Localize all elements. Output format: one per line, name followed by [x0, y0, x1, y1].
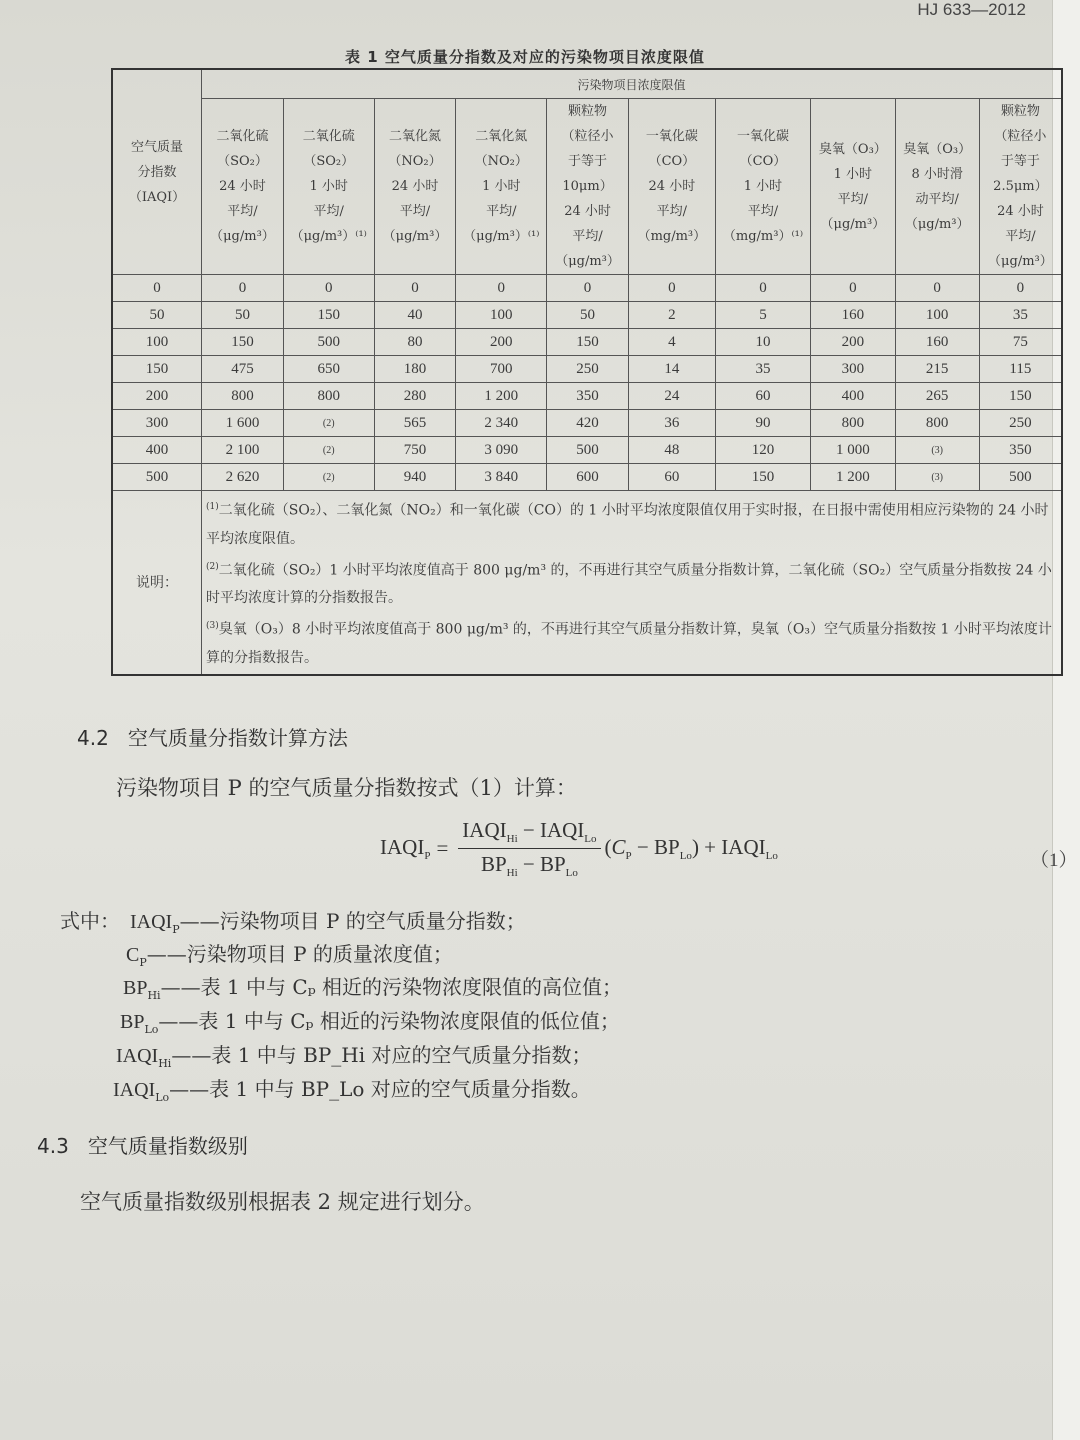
- column-header-line: （μg/m³）: [210, 229, 275, 244]
- column-header-line: 平均/: [399, 204, 431, 219]
- table-row: [112, 302, 1062, 329]
- definition-symbol-sub: Hi: [158, 1057, 172, 1070]
- iaqi-value-cell: 0: [112, 275, 202, 302]
- limit-value-cell: 0: [629, 275, 716, 302]
- definition-symbol: IAQI: [116, 1045, 159, 1067]
- where-label: 式中：: [60, 909, 120, 933]
- iaqi-formula: $IAQI_P$ = $\frac{IAQI_{Hi} - IAQI_{Lo}}{BP_{Hi} - BP_{Lo}}$ $(C_P - BP_{Lo})$ + $IAQI_{Lo}$: [380, 818, 778, 880]
- limit-value-cell: 0: [979, 275, 1062, 302]
- formula-tail: $(C_P - BP_{Lo})$ + $IAQI_{Lo}$: [604, 835, 778, 863]
- column-header: [979, 99, 1062, 275]
- column-header-line: 平均/: [656, 204, 688, 219]
- limit-value-cell: 48: [629, 437, 716, 464]
- row-header-cell: [112, 69, 202, 275]
- limit-value-cell: 600: [547, 464, 629, 491]
- limit-value-cell: 36: [629, 410, 716, 437]
- iaqi-value-cell: 150: [112, 356, 202, 383]
- column-header: [547, 99, 629, 275]
- note-item: [206, 493, 1057, 553]
- limit-value-cell: 14: [629, 356, 716, 383]
- limit-value-cell: (3): [895, 437, 979, 464]
- column-header-line: 1 小时: [743, 179, 783, 194]
- column-header-line: （μg/m³）: [988, 254, 1053, 269]
- limit-value-cell: 800: [811, 410, 895, 437]
- limit-value-cell: 1 200: [811, 464, 895, 491]
- definition-item: [120, 1005, 620, 1036]
- column-header: [715, 99, 810, 275]
- limit-value-cell: 160: [895, 329, 979, 356]
- column-header-line: （μg/m³）: [382, 229, 448, 244]
- section-title: 空气质量指数级别: [87, 1134, 248, 1158]
- column-header-line: 动平均/: [915, 191, 959, 207]
- limit-value-cell: 1 000: [811, 437, 895, 464]
- table-caption: 表 1 空气质量分指数及对应的污染物项目浓度限值: [345, 48, 705, 66]
- definition-text: ——表 1 中与 Cₚ 相近的污染物浓度限值的高位值；: [160, 975, 623, 999]
- limit-value-cell: 180: [374, 356, 456, 383]
- aqi-limits-table: [111, 68, 1063, 676]
- limit-value-cell: 120: [715, 437, 810, 464]
- definition-symbol-sub: P: [139, 956, 147, 969]
- limit-value-cell: 80: [374, 329, 456, 356]
- column-header-line: 24 小时: [648, 179, 696, 194]
- definition-symbol: IAQI: [113, 1079, 156, 1101]
- note-item: [206, 553, 1057, 613]
- group-header: 污染物项目浓度限值: [202, 69, 1063, 99]
- limit-value-cell: 700: [456, 356, 547, 383]
- column-header-line: （SO₂）: [217, 154, 268, 169]
- limit-value-cell: 565: [374, 410, 456, 437]
- column-header-line: （SO₂）: [303, 154, 355, 169]
- limit-value-cell: 2: [629, 302, 716, 329]
- limit-value-cell: 350: [547, 383, 629, 410]
- limit-value-cell: 35: [715, 356, 810, 383]
- limit-value-cell: 300: [811, 356, 895, 383]
- formula-fraction: $\frac{IAQI_{Hi} - IAQI_{Lo}}{BP_{Hi} - BP_{Lo}}$: [458, 818, 600, 879]
- table-row: [112, 410, 1062, 437]
- column-header-line: 1 小时: [482, 179, 521, 194]
- limit-value-cell: 1 600: [202, 410, 284, 437]
- limit-value-cell: 1 200: [456, 383, 547, 410]
- limit-value-cell: 24: [629, 383, 716, 410]
- column-header-line: （粒径小: [994, 129, 1047, 144]
- definition-symbol: BP: [120, 1011, 145, 1033]
- limit-value-cell: 800: [283, 383, 374, 410]
- iaqi-value-cell: 500: [112, 464, 202, 491]
- note-text: 二氧化硫（SO₂）1 小时平均浓度值高于 800 μg/m³ 的，不再进行其空气质量分指数计算，二氧化硫（SO₂）空气质量分指数按 24 小时平均浓度计算的分指数报告。: [206, 562, 1052, 607]
- column-header-line: 于等于: [568, 154, 608, 169]
- limit-value-cell: 90: [715, 410, 810, 437]
- row-header-line: 空气质量: [130, 139, 183, 155]
- column-header-line: （μg/m³）⁽¹⁾: [463, 229, 540, 244]
- limit-value-cell: 475: [202, 356, 284, 383]
- limit-value-cell: 50: [202, 302, 284, 329]
- limit-value-cell: 3 090: [456, 437, 547, 464]
- limit-value-cell: (3): [895, 464, 979, 491]
- column-header-line: 平均/: [1005, 229, 1036, 244]
- limit-value-cell: 750: [374, 437, 456, 464]
- definition-symbol-sub: P: [172, 923, 180, 936]
- iaqi-value-cell: 100: [112, 329, 202, 356]
- row-header-text: [113, 135, 201, 210]
- formula-lhs: $IAQI_P$: [380, 835, 431, 863]
- column-header: [895, 99, 979, 275]
- definition-item: [126, 938, 453, 969]
- column-header-line: 24 小时: [391, 179, 439, 194]
- column-header-line: 二氧化硫: [216, 129, 269, 144]
- limit-value-cell: 50: [547, 302, 629, 329]
- column-header-line: 平均/: [572, 229, 603, 244]
- limit-value-cell: 800: [895, 410, 979, 437]
- limit-value-cell: 200: [811, 329, 895, 356]
- row-header-line: 分指数: [137, 164, 177, 180]
- column-header-line: 24 小时: [219, 179, 266, 194]
- limit-value-cell: 0: [895, 275, 979, 302]
- section-4-3-heading: [37, 1130, 248, 1159]
- column-header: [629, 99, 716, 275]
- definition-symbol-sub: Lo: [155, 1091, 170, 1104]
- section-number: 4.3: [37, 1134, 69, 1158]
- column-header-line: 1 小时: [833, 166, 873, 182]
- iaqi-value-cell: 300: [112, 410, 202, 437]
- column-header-line: （μg/m³）⁽¹⁾: [290, 229, 367, 244]
- column-header-line: 10μm）: [562, 179, 613, 194]
- limit-value-cell: 265: [895, 383, 979, 410]
- column-header-line: （粒径小: [561, 129, 614, 144]
- limit-value-cell: 2 340: [456, 410, 547, 437]
- note-text: 二氧化硫（SO₂）、二氧化氮（NO₂）和一氧化碳（CO）的 1 小时平均浓度限值仅用于实时报，在日报中需使用相应污染物的 24 小时平均浓度限值。: [206, 502, 1049, 547]
- limit-value-cell: 2 100: [202, 437, 284, 464]
- column-header: [283, 99, 374, 275]
- limit-value-cell: 0: [715, 275, 810, 302]
- limit-value-cell: 0: [547, 275, 629, 302]
- column-header-line: 平均/: [837, 191, 869, 207]
- column-header-line: 平均/: [747, 204, 779, 219]
- limit-value-cell: 0: [811, 275, 895, 302]
- section-4-2-intro: 污染物项目 P 的空气质量分指数按式（1）计算：: [116, 776, 577, 800]
- definition-symbol-sub: Lo: [144, 1023, 159, 1036]
- column-header-line: 于等于: [1000, 154, 1040, 169]
- iaqi-value-cell: 50: [112, 302, 202, 329]
- limit-value-cell: 0: [456, 275, 547, 302]
- column-header: [202, 99, 284, 275]
- column-header-line: （NO₂）: [474, 154, 528, 169]
- column-header-line: 2.5μm）: [993, 179, 1048, 194]
- limit-value-cell: 0: [202, 275, 284, 302]
- column-header-line: 一氧化碳: [645, 129, 698, 144]
- column-header-line: （CO）: [739, 154, 787, 169]
- definition-item: [116, 1039, 592, 1070]
- limit-value-cell: (2): [283, 437, 374, 464]
- limit-value-cell: 650: [283, 356, 374, 383]
- definition-symbol: IAQI: [130, 911, 173, 933]
- limit-value-cell: 150: [202, 329, 284, 356]
- table-row: [112, 437, 1062, 464]
- column-header-line: 颗粒物: [1000, 104, 1040, 119]
- column-header-line: 平均/: [313, 204, 344, 219]
- column-header-line: 平均/: [227, 204, 258, 219]
- column-header: [811, 99, 895, 275]
- limit-value-cell: 150: [979, 383, 1062, 410]
- limit-value-cell: 500: [283, 329, 374, 356]
- limit-value-cell: 150: [283, 302, 374, 329]
- limit-value-cell: 5: [715, 302, 810, 329]
- column-header-line: （μg/m³）: [820, 216, 886, 232]
- notes-label: 说明：: [112, 491, 202, 675]
- section-number: 4.2: [77, 726, 109, 750]
- note-item: [206, 612, 1057, 672]
- definition-text: ——污染物项目 P 的空气质量分指数；: [179, 909, 526, 933]
- note-mark: (1): [206, 502, 219, 512]
- definition-symbol: C: [126, 944, 140, 966]
- definition-item: [113, 1073, 591, 1104]
- column-header-line: 颗粒物: [568, 104, 608, 119]
- table-row: [112, 356, 1062, 383]
- limit-value-cell: 500: [547, 437, 629, 464]
- limit-value-cell: 60: [629, 464, 716, 491]
- definition-item: [123, 971, 622, 1002]
- definition-text: ——表 1 中与 BP_Lo 对应的空气质量分指数。: [169, 1077, 591, 1101]
- table-row: [112, 329, 1062, 356]
- column-header: [374, 99, 456, 275]
- column-header-line: 一氧化碳: [736, 129, 789, 144]
- iaqi-value-cell: 400: [112, 437, 202, 464]
- column-header-line: （mg/m³）: [637, 229, 707, 244]
- limit-value-cell: 40: [374, 302, 456, 329]
- limit-value-cell: 940: [374, 464, 456, 491]
- limit-value-cell: 60: [715, 383, 810, 410]
- notes-cell: [202, 491, 1063, 675]
- column-header-line: 臭氧（O₃）: [903, 141, 972, 157]
- column-header-line: 8 小时滑: [911, 166, 963, 182]
- definition-symbol-sub: Hi: [147, 989, 161, 1002]
- limit-value-cell: 350: [979, 437, 1062, 464]
- limit-value-cell: 35: [979, 302, 1062, 329]
- note-text: 臭氧（O₃）8 小时平均浓度值高于 800 μg/m³ 的，不再进行其空气质量分指数计算，臭氧（O₃）空气质量分指数按 1 小时平均浓度计算的分指数报告。: [206, 621, 1052, 666]
- row-header-line: （IAQI）: [128, 189, 186, 205]
- column-header-line: （μg/m³）: [555, 254, 620, 269]
- column-header-line: 24 小时: [997, 204, 1044, 219]
- column-header: [456, 99, 547, 275]
- limit-value-cell: (2): [283, 410, 374, 437]
- column-header-line: （mg/m³）⁽¹⁾: [722, 229, 804, 244]
- limit-value-cell: 160: [811, 302, 895, 329]
- limit-value-cell: 10: [715, 329, 810, 356]
- standard-code: HJ 633—2012: [917, 0, 1026, 19]
- notes-row: [112, 491, 1062, 675]
- limit-value-cell: 250: [979, 410, 1062, 437]
- iaqi-value-cell: 200: [112, 383, 202, 410]
- section-4-2-heading: [77, 722, 348, 751]
- column-header-line: （NO₂）: [388, 154, 442, 169]
- definition-text: ——表 1 中与 BP_Hi 对应的空气质量分指数；: [171, 1043, 592, 1067]
- column-header-line: 平均/: [486, 204, 517, 219]
- limit-value-cell: (2): [283, 464, 374, 491]
- column-header-line: 24 小时: [564, 204, 611, 219]
- column-header-line: 1 小时: [309, 179, 348, 194]
- limit-value-cell: 0: [374, 275, 456, 302]
- note-mark: (2): [206, 561, 219, 572]
- definition-item: [130, 905, 526, 936]
- limit-value-cell: 800: [202, 383, 284, 410]
- column-header-line: （μg/m³）: [904, 216, 970, 232]
- column-header-line: 臭氧（O₃）: [818, 141, 887, 157]
- limit-value-cell: 75: [979, 329, 1062, 356]
- definition-symbol: BP: [123, 977, 148, 999]
- limit-value-cell: 115: [979, 356, 1062, 383]
- section-4-3-text: 空气质量指数级别根据表 2 规定进行划分。: [80, 1190, 485, 1214]
- note-mark: (3): [206, 621, 219, 632]
- limit-value-cell: 400: [811, 383, 895, 410]
- limit-value-cell: 250: [547, 356, 629, 383]
- limit-value-cell: 280: [374, 383, 456, 410]
- limit-value-cell: 150: [547, 329, 629, 356]
- limit-value-cell: 420: [547, 410, 629, 437]
- table-row: [112, 383, 1062, 410]
- section-title: 空气质量分指数计算方法: [127, 726, 348, 750]
- equation-number: （1）: [1030, 850, 1078, 871]
- column-header-line: 二氧化氮: [388, 129, 441, 144]
- table-row: [112, 464, 1062, 491]
- limit-value-cell: 150: [715, 464, 810, 491]
- limit-value-cell: 200: [456, 329, 547, 356]
- limit-value-cell: 2 620: [202, 464, 284, 491]
- column-header-line: 二氧化硫: [302, 129, 355, 144]
- limit-value-cell: 3 840: [456, 464, 547, 491]
- table-row: [112, 275, 1062, 302]
- definition-text: ——污染物项目 P 的质量浓度值；: [146, 942, 453, 966]
- limit-value-cell: 4: [629, 329, 716, 356]
- limit-value-cell: 500: [979, 464, 1062, 491]
- limit-value-cell: 100: [895, 302, 979, 329]
- column-header-line: （CO）: [648, 154, 696, 169]
- limit-value-cell: 100: [456, 302, 547, 329]
- limit-value-cell: 215: [895, 356, 979, 383]
- limit-value-cell: 0: [283, 275, 374, 302]
- column-header-line: 二氧化氮: [475, 129, 528, 144]
- definition-text: ——表 1 中与 Cₚ 相近的污染物浓度限值的低位值；: [158, 1009, 620, 1033]
